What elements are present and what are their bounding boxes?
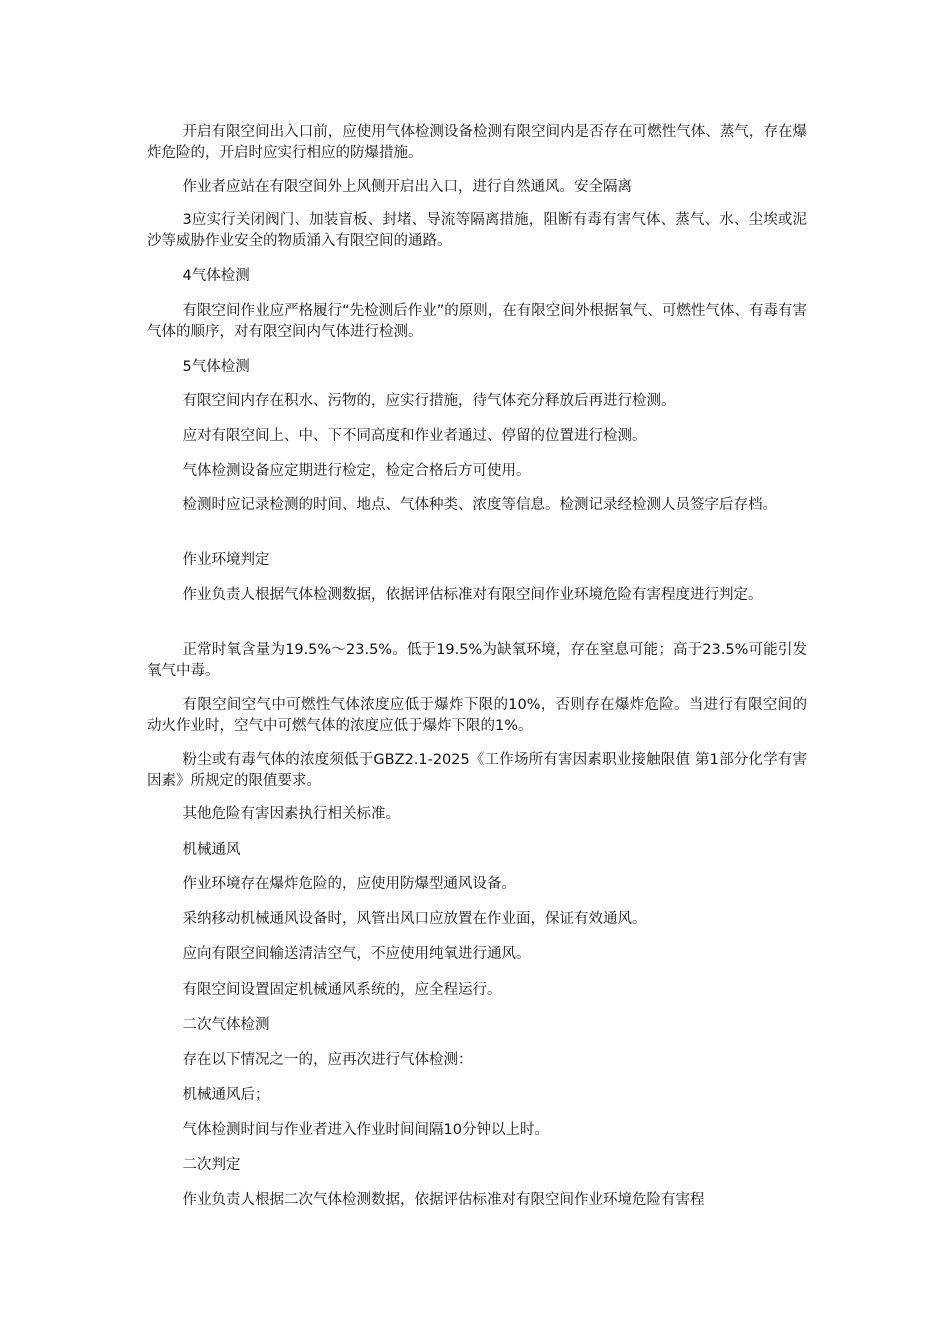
- heading-mechanical-ventilation: 机械通风: [182, 842, 241, 858]
- heading-gas-detection-5: 5气体检测: [182, 359, 250, 375]
- paragraph-redetect-conditions: 存在以下情况之一的，应再次进行气体检测：: [182, 1052, 473, 1068]
- paragraph-clean-air: 应向有限空间输送清洁空气，不应使用纯氧进行通风。: [182, 946, 531, 962]
- paragraph-calibration: 气体检测设备应定期进行检定，检定合格后方可使用。: [182, 463, 531, 479]
- paragraph-explosion-proof-fan: 作业环境存在爆炸危险的，应使用防爆型通风设备。: [182, 876, 517, 892]
- paragraph-oxygen-content: 正常时氧含量为19.5%～23.5%。低于19.5%为缺氧环境，存在窒息可能；高于23.5%可能引发氧气中毒。: [147, 642, 807, 679]
- paragraph-isolation-measures: 3应实行关闭阀门、加装盲板、封堵、导流等隔离措施，阻断有毒有害气体、蒸气、水、尘埃或泥沙等威胁作业安全的物质涌入有限空间的通路。: [147, 212, 807, 249]
- heading-second-detection: 二次气体检测: [182, 1017, 270, 1033]
- paragraph-fixed-ventilation: 有限空间设置固定机械通风系统的，应全程运行。: [182, 982, 502, 998]
- paragraph-detection-heights: 应对有限空间上、中、下不同高度和作业者通过、停留的位置进行检测。: [182, 428, 647, 444]
- paragraph-mobile-ventilation: 采纳移动机械通风设备时，风管出风口应放置在作业面，保证有效通风。: [182, 911, 647, 927]
- heading-gas-detection-4: 4气体检测: [182, 268, 250, 284]
- paragraph-judgement-basis: 作业负责人根据气体检测数据，依据评估标准对有限空间作业环境危险有害程度进行判定。: [182, 587, 763, 603]
- list-item-time-interval: 气体检测时间与作业者进入作业时间间隔10分钟以上时。: [182, 1122, 549, 1138]
- paragraph-other-hazards: 其他危险有害因素执行相关标准。: [182, 806, 401, 822]
- heading-second-judgement: 二次判定: [182, 1157, 241, 1173]
- heading-environment-judgement: 作业环境判定: [182, 552, 270, 568]
- list-item-after-ventilation: 机械通风后；: [182, 1087, 270, 1103]
- paragraph-detection-records: 检测时应记录检测的时间、地点、气体种类、浓度等信息。检测记录经检测人员签字后存档。: [182, 497, 778, 513]
- paragraph-dust-toxic-limit: 粉尘或有毒气体的浓度须低于GBZ2.1-2025《工作场所有害因素职业接触限值 第1部分化学有害因素》所规定的限值要求。: [147, 752, 807, 789]
- paragraph-water-sewage: 有限空间内存在积水、污物的，应实行措施，待气体充分释放后再进行检测。: [182, 393, 676, 409]
- paragraph-detect-before-work: 有限空间作业应严格履行“先检测后作业”的原则，在有限空间外根据氧气、可燃性气体、有毒有害气体的顺序，对有限空间内气体进行检测。: [147, 303, 807, 340]
- paragraph-combustible-gas: 有限空间空气中可燃性气体浓度应低于爆炸下限的10%，否则存在爆炸危险。当进行有限空间的动火作业时，空气中可燃气体的浓度应低于爆炸下限的1%。: [147, 697, 807, 734]
- paragraph-open-entrance: 开启有限空间出入口前，应使用气体检测设备检测有限空间内是否存在可燃性气体、蒸气，存在爆炸危险的，开启时应实行相应的防爆措施。: [147, 124, 807, 161]
- paragraph-second-judgement: 作业负责人根据二次气体检测数据，依据评估标准对有限空间作业环境危险有害程: [182, 1192, 705, 1208]
- paragraph-natural-ventilation: 作业者应站在有限空间外上风侧开启出入口，进行自然通风。安全隔离: [182, 179, 633, 195]
